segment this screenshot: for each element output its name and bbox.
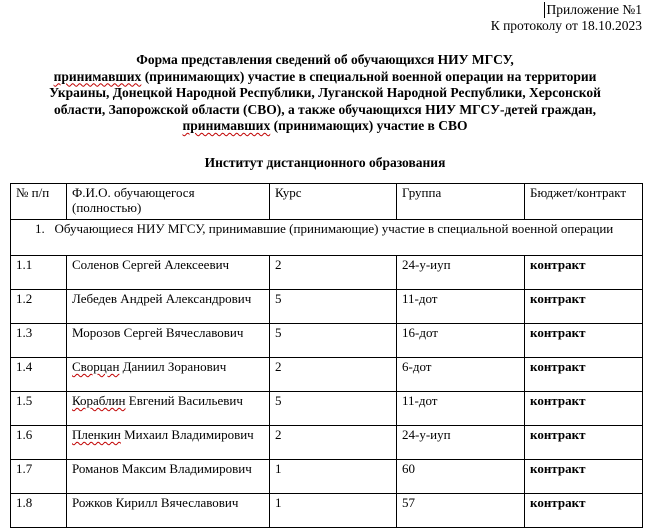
header-course: Курс [270, 184, 397, 220]
cell-budget: контракт [525, 392, 643, 426]
appendix-note [491, 2, 642, 34]
cell-group: 24-у-иуп [397, 256, 525, 290]
section-title: 1. Обучающиеся НИУ МГСУ, принимавшие (принимающие) участие в специальной военной операции [11, 220, 643, 256]
protocol-date: К протоколу от 18.10.2023 [490, 18, 642, 33]
cell-name [67, 426, 270, 460]
table-row [11, 358, 643, 392]
cell-group: 60 [397, 460, 525, 494]
cell-name [67, 358, 270, 392]
table-row [11, 290, 643, 324]
cell-budget: контракт [525, 324, 643, 358]
name-text: Рожков Кирилл Вячеславович [72, 495, 239, 510]
cell-group: 16-дот [397, 324, 525, 358]
cell-course: 2 [270, 358, 397, 392]
title-line-3: Украины, Донецкой Народной Республики, Луганской Народной Республики, Херсонской [49, 85, 601, 100]
spellcheck-word: Сворцан [72, 359, 120, 374]
cell-group: 57 [397, 494, 525, 528]
header-number: № п/п [11, 184, 67, 220]
title-line-5 [20, 118, 630, 135]
header-group: Группа [397, 184, 525, 220]
cell-number: 1.5 [11, 392, 67, 426]
cell-budget: контракт [525, 426, 643, 460]
cell-budget: контракт [525, 460, 643, 494]
table-row [11, 460, 643, 494]
cell-name [67, 392, 270, 426]
cell-group: 24-у-иуп [397, 426, 525, 460]
header-name: Ф.И.О. обучающегося (полностью) [67, 184, 270, 220]
cell-name [67, 290, 270, 324]
name-text: Евгений Васильевич [125, 393, 243, 408]
table-row [11, 324, 643, 358]
cell-budget: контракт [525, 256, 643, 290]
cell-group: 11-дот [397, 290, 525, 324]
table-row [11, 256, 643, 290]
section-row [11, 220, 643, 256]
table-row [11, 494, 643, 528]
cell-budget: контракт [525, 494, 643, 528]
cell-number: 1.1 [11, 256, 67, 290]
cell-course: 2 [270, 426, 397, 460]
cell-name [67, 256, 270, 290]
table-row [11, 392, 643, 426]
cell-name [67, 494, 270, 528]
cell-group: 6-дот [397, 358, 525, 392]
cell-number: 1.3 [11, 324, 67, 358]
cell-number: 1.4 [11, 358, 67, 392]
name-text: Соленов Сергей Алексеевич [72, 257, 230, 272]
document-title [20, 52, 630, 135]
spellcheck-word: Пленкин [72, 427, 121, 442]
spellcheck-word: принимавших [182, 118, 271, 133]
title-line-2 [20, 69, 630, 86]
cell-course: 5 [270, 290, 397, 324]
cell-number: 1.2 [11, 290, 67, 324]
cell-name [67, 460, 270, 494]
header-budget: Бюджет/контракт [525, 184, 643, 220]
cell-budget: контракт [525, 358, 643, 392]
table-header-row [11, 184, 643, 220]
name-text: Михаил Владимирович [120, 427, 254, 442]
cell-name [67, 324, 270, 358]
cell-course: 1 [270, 494, 397, 528]
title-line-4: области, Запорожской области (СВО), а также обучающихся НИУ МГСУ-детей граждан, [53, 101, 597, 117]
students-table [10, 183, 643, 528]
cell-course: 1 [270, 460, 397, 494]
name-text: Морозов Сергей Вячеславович [72, 325, 244, 340]
cell-group: 11-дот [397, 392, 525, 426]
title-line-5-text: (принимающих) участие в СВО [270, 118, 468, 133]
table-row [11, 426, 643, 460]
title-line-2-text: (принимающих) участие в специальной военной операции на территории [141, 68, 597, 84]
cell-number: 1.8 [11, 494, 67, 528]
spellcheck-word: Кораблин [72, 393, 126, 408]
cell-course: 5 [270, 392, 397, 426]
name-text: Даниил Зоранович [119, 359, 227, 374]
appendix-number: Приложение №1 [544, 2, 642, 18]
cell-course: 5 [270, 324, 397, 358]
cell-course: 2 [270, 256, 397, 290]
cell-budget: контракт [525, 290, 643, 324]
cell-number: 1.6 [11, 426, 67, 460]
cell-number: 1.7 [11, 460, 67, 494]
institute-heading: Институт дистанционного образования [204, 155, 446, 170]
title-line-1: Форма представления сведений об обучающихся НИУ МГСУ, [136, 52, 514, 67]
name-text: Лебедев Андрей Александрович [72, 291, 252, 306]
spellcheck-word: принимавших [53, 68, 142, 84]
name-text: Романов Максим Владимирович [72, 461, 252, 476]
